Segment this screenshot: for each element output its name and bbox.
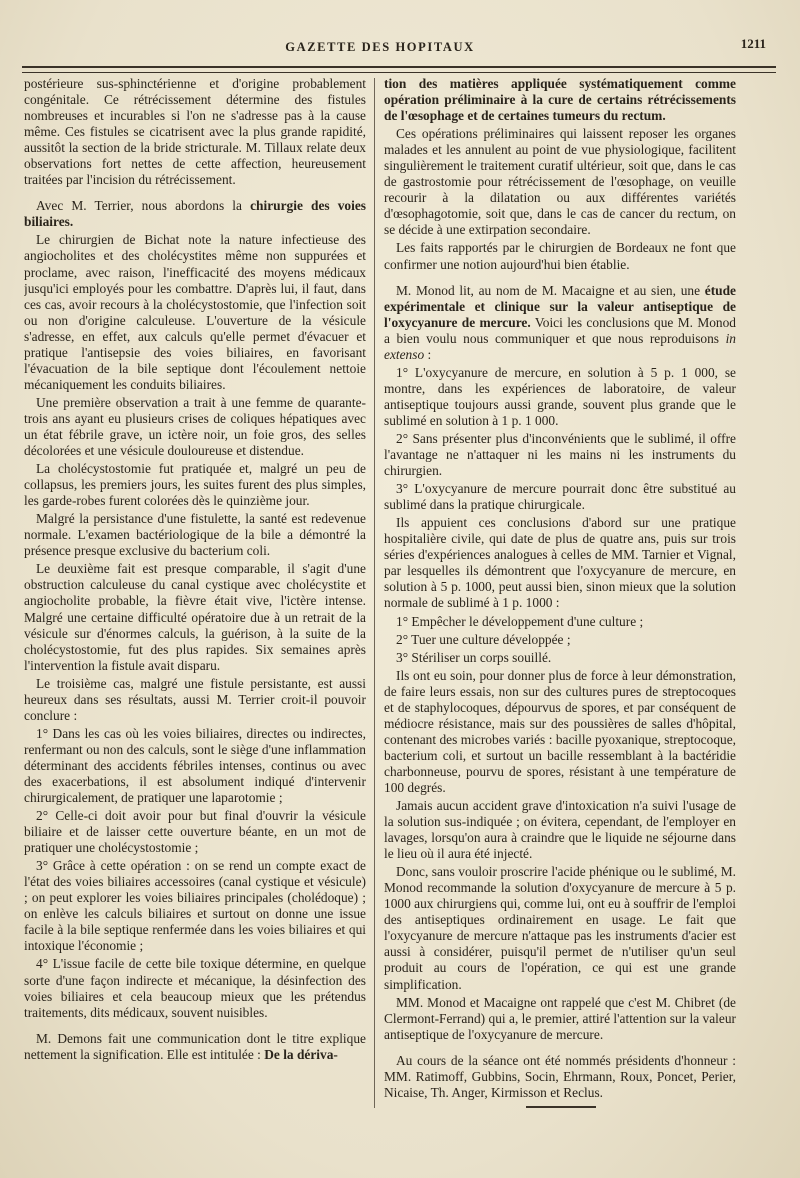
- right-column: [384, 76, 736, 1126]
- paragraph: [384, 283, 736, 363]
- paragraph: Jamais aucun accident grave d'intoxication n'a suivi l'usage de la solution sus-indiquée ; on évitera, cependant, de l'employer en lavages, lorsqu'on aura à craindre que le liquide ne séjourne dans le lieu où il aura été injecté.: [384, 798, 736, 862]
- paragraph: Malgré la persistance d'une fistulette, la santé est redevenue normale. L'examen bactériologique de la bile a démontré la présence presque exclusive du bacterium coli.: [24, 511, 366, 559]
- paragraph: Ces opérations préliminaires qui laissent reposer les organes malades et les annulent au point de vue physiologique, facilitent singulièrement le traitement curatif ultérieur, soit que, dans le cas de gastrostomie pour rétrécissement de l'œsophage, on veuille recourir à la dilatation ou aux différentes variétés d'œsophagotomie, soit que, dans le cas de cancer du rectum, on se décide à une extirpation secondaire.: [384, 126, 736, 238]
- paragraph: postérieure sus-sphinctérienne et d'origine probablement congénitale. Ce rétrécissement détermine des fistules nombreuses et incurables si l'on ne s'adresse pas à la cause même. Ces fistules se cicatrisent avec la plus grande rapidité, aussitôt la section de la bride stricturale. M. Tillaux relate deux observations fort nettes de cette affection, heureusement traitées par l'incision du rétrécissement.: [24, 76, 366, 188]
- paragraph: Le troisième cas, malgré une fistule persistante, est aussi heureux dans ses résultats, aussi M. Terrier croit-il pouvoir conclure :: [24, 675, 366, 723]
- communication-title-continued: [384, 76, 736, 124]
- paragraph-text: Voici les conclusions que M. Monod a bien voulu nous communiquer et que nous reproduisons: [384, 314, 736, 346]
- paragraph: Les faits rapportés par le chirurgien de Bordeaux ne font que confirmer une notion aujourd'hui bien établie.: [384, 240, 736, 272]
- latin-phrase: in extenso: [384, 330, 736, 362]
- conclusion-item: 4° L'issue facile de cette bile toxique détermine, en quelque sorte d'une façon indirecte et mécanique, la désinfection des voies biliaires et cela beaucoup mieux que les prétendus traitements, dits médicaux, souvent nuisibles.: [24, 956, 366, 1020]
- paragraph: MM. Monod et Macaigne ont rappelé que c'est M. Chibret (de Clermont-Ferrand) qui a, le premier, attiré l'attention sur la valeur antiseptique de l'oxycyanure de mercure.: [384, 994, 736, 1042]
- paragraph: Au cours de la séance ont été nommés présidents d'honneur : MM. Ratimoff, Gubbins, Socin, Ehrmann, Roux, Poncet, Perier, Nicaise, Th. Anger, Kirmisson et Reclus.: [384, 1052, 736, 1100]
- list-item: 2° Tuer une culture développée ;: [396, 631, 571, 647]
- left-column: [24, 76, 366, 1126]
- running-title: GAZETTE DES HOPITAUX: [285, 40, 475, 54]
- paragraph: La cholécystostomie fut pratiquée et, malgré un peu de collapsus, les premiers jours, les suites furent des plus simples, les garde-robes furent colorées dès le quinzième jour.: [24, 461, 366, 509]
- conclusion-item: 1° Dans les cas où les voies biliaires, directes ou indirectes, renfermant ou non des calculs, sont le siège d'une inflammation déterminant des accidents fébriles intenses, continus ou avec des exacerbations, il est absolument indiqué d'intervenir chirurgicalement, de pratiquer une laparotomie ;: [24, 725, 366, 806]
- communication-title: tion des matières appliquée systématiquement comme opération préliminaire à la cure de certains rétrécissements de l'œsophage et de certaines tumeurs du rectum.: [384, 76, 736, 124]
- conclusion-item: 2° Sans présenter plus d'inconvénients que le sublimé, il offre l'avantage ne n'attaquer ni les mains ni les instruments du chirurgien.: [384, 430, 736, 479]
- paragraph: Donc, sans vouloir proscrire l'acide phénique ou le sublimé, M. Monod recommande la solution d'oxycyanure de mercure à 5 p. 1000 aux chirurgiens qui, comme lui, ont eu à souffrir de l'emploi des antiseptiques ordinairement en usage. Le fait que l'oxycyanure de mercure n'attaque pas les instruments d'acier est aussi à considérer, puisqu'il permet de n'utiliser qu'un seul produit au cours de l'opération, ce qui est une grande simplification.: [384, 864, 736, 992]
- header-rule-thin: [22, 72, 776, 73]
- list-item: 1° Empêcher le développement d'une culture ;: [396, 613, 644, 629]
- conclusion-item: 2° Celle-ci doit avoir pour but final d'ouvrir la vésicule biliaire et de laisser cette ouverture béante, en un mot de pratiquer une cholécystostomie ;: [24, 808, 366, 856]
- communication-title: De la dériva-: [264, 1046, 338, 1062]
- paragraph-text: M. Monod lit, au nom de M. Macaigne et au sien, une: [396, 282, 705, 298]
- paragraph: Le chirurgien de Bichat note la nature infectieuse des angiocholites et des cholécystites même non suppurées et proclame, avec raison, l'inefficacité des moyens médicaux jusqu'ici employés pour les combattre. D'après lui, il faut, dans ces cas, avoir recours à la cholécystostomie, que l'infection soit ou non d'origine calculeuse. L'ouverture de la vésicule s'adresse, en effet, aux calculs qu'elle permet d'évacuer et pratique l'antisepsie des voies biliaires, en favorisant l'évacuation de la bile septique dont l'écoulement nettoie mécaniquement les conduits biliaires.: [24, 232, 366, 392]
- conclusion-item: 3° Grâce à cette opération : on se rend un compte exact de l'état des voies biliaires accessoires (canal cystique et vésicule) ; on peut explorer les voies biliaires principales (cholédoque) ; on enlève les calculs biliaires et surtout on donne une issue facile à la bile septique renfermée dans les voies biliaires et qui intoxique l'économie ;: [24, 858, 366, 954]
- conclusion-item: 1° L'oxycyanure de mercure, en solution à 5 p. 1 000, se montre, dans les expériences de laboratoire, de valeur antiseptique toujours aussi grande, souvent plus grande que le sublimé en solution à 1 p. 1 000.: [384, 364, 736, 428]
- paragraph: Le deuxième fait est presque comparable, il s'agit d'une obstruction calculeuse du canal cystique avec cholécystite et angiocholite probable, la fièvre était vive, l'ictère intense. Malgré une certaine difficulté opératoire due à un retrait de la vésicule sur d'énormes calculs, la guérison, à la suite de la cholécystostomie, fut des plus rapides. Six semaines après l'intervention la fistule avait disparu.: [24, 561, 366, 673]
- page-number: 1211: [740, 36, 766, 51]
- paragraph: Ils appuient ces conclusions d'abord sur une pratique hospitalière civile, qui date de plus de quatre ans, puis sur trois séries d'expériences analogues à celles de MM. Tarnier et Vignal, par lesquelles ils démontrent que l'oxycyanure de mercure, en solution à 5 p. 1000, peut aussi bien, sinon mieux que la solution normale de sublimé à 1 p. 1000 :: [384, 515, 736, 611]
- paragraph-text: :: [424, 346, 432, 362]
- column-separator: [374, 78, 375, 1108]
- conclusion-item: 3° L'oxycyanure de mercure pourrait donc être substitué au sublimé dans la pratique chirurgicale.: [384, 481, 736, 513]
- paragraph: [24, 198, 366, 230]
- paragraph-text: M. Demons fait une communication dont le titre explique nettement la signification. Elle est intitulée :: [24, 1030, 366, 1062]
- paragraph: Ils ont eu soin, pour donner plus de force à leur démonstration, de faire leurs essais, non sur des cultures pures de streptocoques et de staphylocoques, dépourvus de spores, et par conséquent de médiocre résistance, mais sur des poussières de salles d'hôpital, contenant des microbes variés : bacille pyoxanique, streptocoque, bacterium coli, et surtout un bacille ressemblant à la bactéridie charbonneuse, pourvu de spores, résistant à une température de 100 degrés.: [384, 667, 736, 795]
- list-item: 3° Stériliser un corps souillé.: [396, 649, 552, 665]
- section-heading: chirurgie des voies biliaires.: [24, 198, 366, 230]
- paragraph: Une première observation a trait à une femme de quarante-trois ans ayant eu plusieurs crises de coliques hépatiques avec un état fébrile grave, un ictère noir, un foie gros, des selles décolorées et une vésicule douloureuse et distendue.: [24, 394, 366, 459]
- paragraph-text: Avec M. Terrier, nous abordons la: [36, 198, 251, 214]
- paragraph: [24, 1031, 366, 1063]
- end-rule: [526, 1106, 596, 1108]
- header-rule-thick: [22, 66, 776, 68]
- study-title: étude expérimentale et clinique sur la valeur antiseptique de l'oxycyanure de mercure.: [384, 282, 736, 330]
